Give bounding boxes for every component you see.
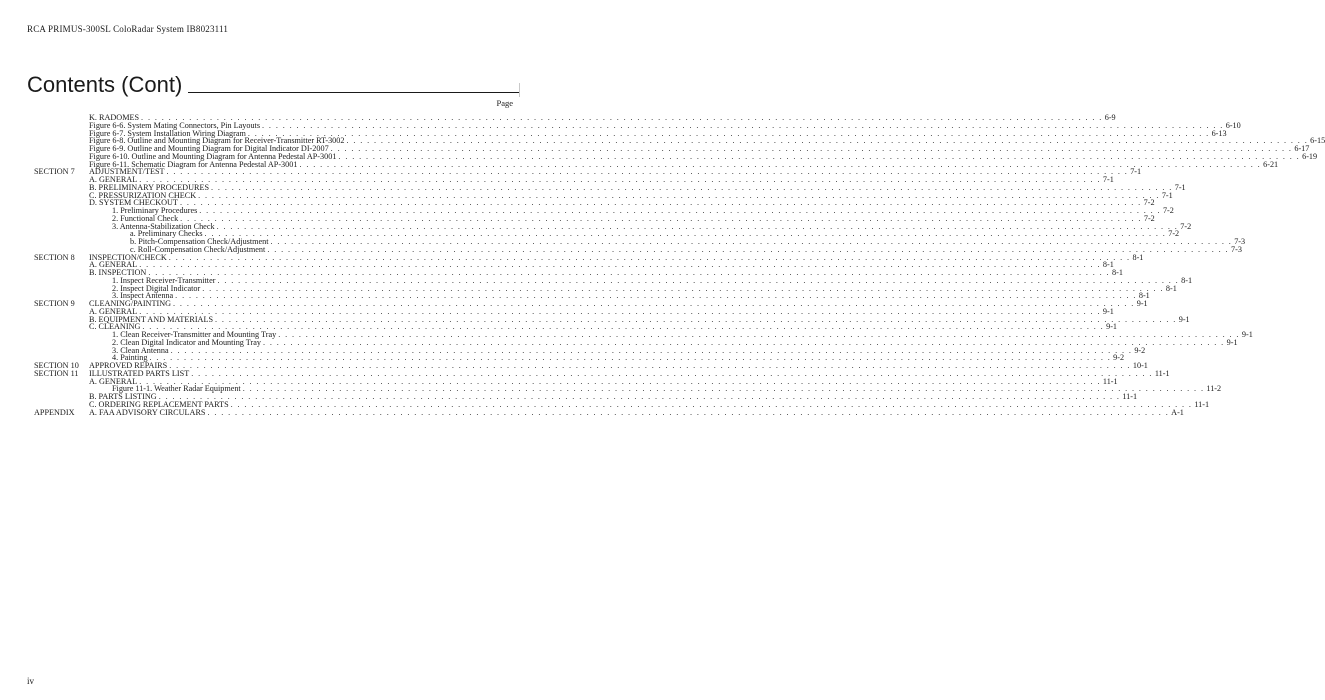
toc-page-number: 7-2 xyxy=(1143,198,1155,208)
toc-section-label: SECTION 11 xyxy=(34,368,79,378)
toc-page-number: 11-1 xyxy=(1154,368,1170,378)
toc-entry-label: B. EQUIPMENT AND MATERIALS xyxy=(89,314,214,324)
toc-page-number: 7-2 xyxy=(1168,229,1180,239)
toc-entry-label: 2. Functional Check xyxy=(112,213,179,223)
toc-entry-label: B. PRELIMINARY PROCEDURES xyxy=(89,182,210,192)
toc-page-number: 11-1 xyxy=(1102,376,1118,386)
toc-entry-label: A. GENERAL xyxy=(89,260,138,270)
toc-page-number: 7-2 xyxy=(1143,213,1155,223)
running-header: RCA PRIMUS-300SL ColoRadar System IB8023111 xyxy=(27,24,229,34)
toc-entry-label: Figure 6-7. System Installation Wiring Diagram xyxy=(89,128,246,138)
toc-leader-dots: . . . . . . . . . . . . . . . . . . . . . . . . . . . . . . . . . . . . . . . . . . . . . . . . . . . . . . . . . . . . . . . . . . . . . . . . . . . . . . . . . . . . . . . . . . . . . . . . . . . . . . . . . . . . . . . . . . . . . . . . . . . . . . . . . . . . . . . . . . . . xyxy=(141,113,1103,122)
toc-page-number: 7-1 xyxy=(1102,175,1114,184)
toc-entry-label: B. PARTS LISTING xyxy=(89,392,157,401)
toc-section-label: APPENDIX xyxy=(34,407,75,417)
toc-entry-label: 3. Antenna-Stabilization Check xyxy=(112,221,215,231)
toc-page-number: 6-17 xyxy=(1294,144,1310,153)
toc-entry-label: CLEANING/PAINTING xyxy=(89,299,172,308)
toc-page-number: 7-2 xyxy=(1180,221,1192,231)
toc-page-number: 8-1 xyxy=(1132,252,1144,262)
toc-entry-label: D. SYSTEM CHECKOUT xyxy=(89,198,178,208)
toc-entry-label: 2. Clean Digital Indicator and Mounting Tray xyxy=(112,337,261,347)
toc-page-number: 9-1 xyxy=(1102,306,1114,316)
toc-leader-dots: . . . . . . . . . . . . . . . . . . . . . . . . . . . . . . . . . . . . . . . . . . . . . . . . . . . . . . . . . . . . . . . . . . . . . . . . . . . . . . . . . . . . . . . . . . . . . . . . . . . . . . . . . . . . . . . . . . . . . . . . . . . . . . . . . . . . . . . . . . . . xyxy=(170,345,1133,355)
toc-leader-dots: . . . . . . . . . . . . . . . . . . . . . . . . . . . . . . . . . . . . . . . . . . . . . . . . . . . . . . . . . . . . . . . . . . . . . . . . . . . . . . . . . . . . . . . . . . . . . . . . . . . . . . . . . . . . . . . . . . . . . . . . . . . . . . . . . . . . . . . . . . . . xyxy=(191,368,1153,378)
toc-page-number: 6-19 xyxy=(1302,151,1318,161)
toc-leader-dots: . . . . . . . . . . . . . . . . . . . . . . . . . . . . . . . . . . . . . . . . . . . . . . . . . . . . . . . . . . . . . . . . . . . . . . . . . . . . . . . . . . . . . . . . . . . . . . . . . . . . . . . . . . . . . . . . . . . . . . . . . . . . . . . . . . . . . . . . . . . . xyxy=(242,384,1205,394)
toc-entry-label: Figure 6-9. Outline and Mounting Diagram for Digital Indicator DI-2007 xyxy=(89,144,329,153)
toc-leader-dots: . . . . . . . . . . . . . . . . . . . . . . . . . . . . . . . . . . . . . . . . . . . . . . . . . . . . . . . . . . . . . . . . . . . . . . . . . . . . . . . . . . . . . . . . . . . . . . . . . . . . . . . . . . . . . . . . . . . . . . . . . . . . . . . . . . . . . . . . . . . . xyxy=(139,306,1101,316)
toc-leader-dots: . . . . . . . . . . . . . . . . . . . . . . . . . . . . . . . . . . . . . . . . . . . . . . . . . . . . . . . . . . . . . . . . . . . . . . . . . . . . . . . . . . . . . . . . . . . . . . . . . . . . . . . . . . . . . . . . . . . . . . . . . . . . . . . . . . . . . . . . . . . . xyxy=(247,128,1210,138)
toc-page-number: 6-21 xyxy=(1263,159,1279,169)
toc-page-number: 9-1 xyxy=(1241,330,1253,339)
toc-page-number: 8-1 xyxy=(1165,283,1177,293)
toc-leader-dots: . . . . . . . . . . . . . . . . . . . . . . . . . . . . . . . . . . . . . . . . . . . . . . . . . . . . . . . . . . . . . . . . . . . . . . . . . . . . . . . . . . . . . . . . . . . . . . . . . . . . . . . . . . . . . . . . . . . . . . . . . . . . . . . . . . . . . . . . . . . . xyxy=(217,275,1180,285)
toc-page-number: 8-1 xyxy=(1138,291,1150,301)
toc-section-label: SECTION 7 xyxy=(34,167,75,177)
toc-page-number: 11-1 xyxy=(1122,392,1138,401)
toc-leader-dots: . . . . . . . . . . . . . . . . . . . . . . . . . . . . . . . . . . . . . . . . . . . . . . . . . . . . . . . . . . . . . . . . . . . . . . . . . . . . . . . . . . . . . . . . . . . . . . . . . . . . . . . . . . . . . . . . . . . . . . . . . . . . . . . . . . . . . . . . . . . . xyxy=(338,151,1301,161)
page-title: Contents (Cont) xyxy=(27,72,183,97)
title-row xyxy=(27,70,519,96)
toc-entry-label: INSPECTION/CHECK xyxy=(89,252,167,262)
toc-page-number: 9-1 xyxy=(1226,337,1238,347)
title-rule xyxy=(188,92,519,93)
toc-entry-label: K. RADOMES xyxy=(89,113,140,122)
toc-page-number: 9-1 xyxy=(1136,299,1148,308)
toc-entry-label: ADJUSTMENT/TEST xyxy=(89,167,165,177)
toc-leader-dots: . . . . . . . . . . . . . . . . . . . . . . . . . . . . . . . . . . . . . . . . . . . . . . . . . . . . . . . . . . . . . . . . . . . . . . . . . . . . . . . . . . . . . . . . . . . . . . . . . . . . . . . . . . . . . . . . . . . . . . . . . . . . . . . . . . . . . . . . . . . . xyxy=(299,159,1262,169)
toc-leader-dots: . . . . . . . . . . . . . . . . . . . . . . . . . . . . . . . . . . . . . . . . . . . . . . . . . . . . . . . . . . . . . . . . . . . . . . . . . . . . . . . . . . . . . . . . . . . . . . . . . . . . . . . . . . . . . . . . . . . . . . . . . . . . . . . . . . . . . . . . . . . . xyxy=(278,330,1240,339)
toc-leader-dots: . . . . . . . . . . . . . . . . . . . . . . . . . . . . . . . . . . . . . . . . . . . . . . . . . . . . . . . . . . . . . . . . . . . . . . . . . . . . . . . . . . . . . . . . . . . . . . . . . . . . . . . . . . . . . . . . . . . . . . . . . . . . . . . . . . . . . . . . . . . . xyxy=(168,252,1131,262)
toc-leader-dots: . . . . . . . . . . . . . . . . . . . . . . . . . . . . . . . . . . . . . . . . . . . . . . . . . . . . . . . . . . . . . . . . . . . . . . . . . . . . . . . . . . . . . . . . . . . . . . . . . . . . . . . . . . . . . . . . . . . . . . . . . . . . . . . . . . . . . . . . . . . . xyxy=(202,283,1164,293)
toc-leader-dots: . . . . . . . . . . . . . . . . . . . . . . . . . . . . . . . . . . . . . . . . . . . . . . . . . . . . . . . . . . . . . . . . . . . . . . . . . . . . . . . . . . . . . . . . . . . . . . . . . . . . . . . . . . . . . . . . . . . . . . . . . . . . . . . . . . . . . . . . . . . . xyxy=(204,229,1167,239)
toc-leader-dots: . . . . . . . . . . . . . . . . . . . . . . . . . . . . . . . . . . . . . . . . . . . . . . . . . . . . . . . . . . . . . . . . . . . . . . . . . . . . . . . . . . . . . . . . . . . . . . . . . . . . . . . . . . . . . . . . . . . . . . . . . . . . . . . . . . . . . . . . . . . . xyxy=(148,268,1111,277)
toc-page-number: 9-2 xyxy=(1134,345,1146,355)
toc-entry-label: Figure 6-10. Outline and Mounting Diagram for Antenna Pedestal AP-3001 xyxy=(89,151,337,161)
toc-leader-dots: . . . . . . . . . . . . . . . . . . . . . . . . . . . . . . . . . . . . . . . . . . . . . . . . . . . . . . . . . . . . . . . . . . . . . . . . . . . . . . . . . . . . . . . . . . . . . . . . . . . . . . . . . . . . . . . . . . . . . . . . . . . . . . . . . . . . . . . . . . . . xyxy=(216,221,1179,231)
toc-leader-dots: . . . . . . . . . . . . . . . . . . . . . . . . . . . . . . . . . . . . . . . . . . . . . . . . . . . . . . . . . . . . . . . . . . . . . . . . . . . . . . . . . . . . . . . . . . . . . . . . . . . . . . . . . . . . . . . . . . . . . . . . . . . . . . . . . . . . . . . . . . . . xyxy=(330,144,1293,153)
toc-entry-label: A. FAA ADVISORY CIRCULARS xyxy=(89,407,206,417)
toc-section-label: SECTION 9 xyxy=(34,299,75,308)
toc-page-number: 6-10 xyxy=(1225,120,1241,130)
toc-section-label: SECTION 10 xyxy=(34,361,79,370)
toc-leader-dots: . . . . . . . . . . . . . . . . . . . . . . . . . . . . . . . . . . . . . . . . . . . . . . . . . . . . . . . . . . . . . . . . . . . . . . . . . . . . . . . . . . . . . . . . . . . . . . . . . . . . . . . . . . . . . . . . . . . . . . . . . . . . . . . . . . . . . . . . . . . . xyxy=(211,182,1173,192)
toc-leader-dots: . . . . . . . . . . . . . . . . . . . . . . . . . . . . . . . . . . . . . . . . . . . . . . . . . . . . . . . . . . . . . . . . . . . . . . . . . . . . . . . . . . . . . . . . . . . . . . . . . . . . . . . . . . . . . . . . . . . . . . . . . . . . . . . . . . . . . . . . . . . . xyxy=(215,314,1177,324)
toc-page-number: 6-13 xyxy=(1211,128,1227,138)
toc-leader-dots: . . . . . . . . . . . . . . . . . . . . . . . . . . . . . . . . . . . . . . . . . . . . . . . . . . . . . . . . . . . . . . . . . . . . . . . . . . . . . . . . . . . . . . . . . . . . . . . . . . . . . . . . . . . . . . . . . . . . . . . . . . . . . . . . . . . . . . . . . . . . xyxy=(158,392,1121,401)
toc-entry-label: Figure 11-1. Weather Radar Equipment xyxy=(112,384,241,394)
toc-page-number: 6-9 xyxy=(1104,113,1116,122)
toc-leader-dots: . . . . . . . . . . . . . . . . . . . . . . . . . . . . . . . . . . . . . . . . . . . . . . . . . . . . . . . . . . . . . . . . . . . . . . . . . . . . . . . . . . . . . . . . . . . . . . . . . . . . . . . . . . . . . . . . . . . . . . . . . . . . . . . . . . . . . . . . . . . . xyxy=(139,175,1101,184)
toc-leader-dots: . . . . . . . . . . . . . . . . . . . . . . . . . . . . . . . . . . . . . . . . . . . . . . . . . . . . . . . . . . . . . . . . . . . . . . . . . . . . . . . . . . . . . . . . . . . . . . . . . . . . . . . . . . . . . . . . . . . . . . . . . . . . . . . . . . . . . . . . . . . . xyxy=(262,337,1225,347)
footer-page-number: iv xyxy=(27,676,35,686)
toc-entry-label: 2. Inspect Digital Indicator xyxy=(112,283,201,293)
toc-entry-label: Figure 6-8. Outline and Mounting Diagram for Receiver-Transmitter RT-3002 xyxy=(89,136,345,146)
toc-entry-label: 3. Clean Antenna xyxy=(112,345,169,355)
toc-leader-dots: . . . . . . . . . . . . . . . . . . . . . . . . . . . . . . . . . . . . . . . . . . . . . . . . . . . . . . . . . . . . . . . . . . . . . . . . . . . . . . . . . . . . . . . . . . . . . . . . . . . . . . . . . . . . . . . . . . . . . . . . . . . . . . . . . . . . . . . . . . . . xyxy=(198,190,1160,200)
toc-page-number: 7-2 xyxy=(1162,206,1174,215)
toc-leader-dots: . . . . . . . . . . . . . . . . . . . . . . . . . . . . . . . . . . . . . . . . . . . . . . . . . . . . . . . . . . . . . . . . . . . . . . . . . . . . . . . . . . . . . . . . . . . . . . . . . . . . . . . . . . . . . . . . . . . . . . . . . . . . . . . . . . . . . . . . . . . . xyxy=(207,407,1170,417)
toc-page-number: 7-1 xyxy=(1174,182,1186,192)
toc-leader-dots: . . . . . . . . . . . . . . . . . . . . . . . . . . . . . . . . . . . . . . . . . . . . . . . . . . . . . . . . . . . . . . . . . . . . . . . . . . . . . . . . . . . . . . . . . . . . . . . . . . . . . . . . . . . . . . . . . . . . . . . . . . . . . . . . . . . . . . . . . . . . xyxy=(169,361,1131,370)
toc-section-label: SECTION 8 xyxy=(34,252,75,262)
toc-page-number: 8-1 xyxy=(1181,275,1193,285)
toc-entry-label: 1. Preliminary Procedures xyxy=(112,206,198,215)
toc-entry-label: A. GENERAL xyxy=(89,306,138,316)
toc-entry-label: c. Roll-Compensation Check/Adjustment xyxy=(130,244,266,254)
toc-leader-dots: . . . . . . . . . . . . . . . . . . . . . . . . . . . . . . . . . . . . . . . . . . . . . . . . . . . . . . . . . . . . . . . . . . . . . . . . . . . . . . . . . . . . . . . . . . . . . . . . . . . . . . . . . . . . . . . . . . . . . . . . . . . . . . . . . . . . . . . . . . . . xyxy=(262,120,1224,130)
toc-entry-label: 1. Clean Receiver-Transmitter and Mounting Tray xyxy=(112,330,277,339)
toc-leader-dots: . . . . . . . . . . . . . . . . . . . . . . . . . . . . . . . . . . . . . . . . . . . . . . . . . . . . . . . . . . . . . . . . . . . . . . . . . . . . . . . . . . . . . . . . . . . . . . . . . . . . . . . . . . . . . . . . . . . . . . . . . . . . . . . . . . . . . . . . . . . . xyxy=(346,136,1309,146)
toc-page-number: 6-15 xyxy=(1310,136,1325,146)
toc-page-number: 7-3 xyxy=(1234,237,1246,246)
toc-page-number: 7-3 xyxy=(1231,244,1242,254)
toc-page-number: 7-1 xyxy=(1130,167,1142,177)
toc-entry-label: A. GENERAL xyxy=(89,175,138,184)
toc-entry-label: 4. Painting xyxy=(112,353,148,363)
toc-entry-label: Figure 6-6. System Mating Connectors, Pin Layouts xyxy=(89,120,261,130)
toc-page-number: 9-1 xyxy=(1178,314,1190,324)
toc-page-number: 9-1 xyxy=(1106,322,1118,332)
page-column-label: Page xyxy=(496,98,513,108)
toc-leader-dots: . . . . . . . . . . . . . . . . . . . . . . . . . . . . . . . . . . . . . . . . . . . . . . . . . . . . . . . . . . . . . . . . . . . . . . . . . . . . . . . . . . . . . . . . . . . . . . . . . . . . . . . . . . . . . . . . . . . . . . . . . . . . . . . . . . . . . . . . . . . . xyxy=(149,353,1112,363)
toc-page-number: 10-1 xyxy=(1132,361,1148,370)
toc-page-number: A-1 xyxy=(1171,407,1184,417)
toc-entry-label: C. ORDERING REPLACEMENT PARTS xyxy=(89,399,229,409)
toc-entry-label: C. CLEANING xyxy=(89,322,141,332)
toc-page-number: 8-1 xyxy=(1102,260,1114,270)
table-of-contents xyxy=(34,113,1325,417)
toc-entry-label: ILLUSTRATED PARTS LIST xyxy=(89,368,190,378)
toc-entry-label: B. INSPECTION xyxy=(89,268,147,277)
toc-page-number: 11-1 xyxy=(1194,399,1210,409)
toc-leader-dots: . . . . . . . . . . . . . . . . . . . . . . . . . . . . . . . . . . . . . . . . . . . . . . . . . . . . . . . . . . . . . . . . . . . . . . . . . . . . . . . . . . . . . . . . . . . . . . . . . . . . . . . . . . . . . . . . . . . . . . . . . . . . . . . . . . . . . . . . . . . . xyxy=(142,322,1105,332)
toc-leader-dots: . . . . . . . . . . . . . . . . . . . . . . . . . . . . . . . . . . . . . . . . . . . . . . . . . . . . . . . . . . . . . . . . . . . . . . . . . . . . . . . . . . . . . . . . . . . . . . . . . . . . . . . . . . . . . . . . . . . . . . . . . . . . . . . . . . . . . . . . . . . . xyxy=(179,198,1142,208)
toc-entry-label: a. Preliminary Checks xyxy=(130,229,203,239)
toc-entry-label: APPROVED REPAIRS xyxy=(89,361,168,370)
toc-row xyxy=(34,407,1184,417)
toc-leader-dots: . . . . . . . . . . . . . . . . . . . . . . . . . . . . . . . . . . . . . . . . . . . . . . . . . . . . . . . . . . . . . . . . . . . . . . . . . . . . . . . . . . . . . . . . . . . . . . . . . . . . . . . . . . . . . . . . . . . . . . . . . . . . . . . . . . . . . . . . . . . . xyxy=(267,244,1229,254)
toc-leader-dots: . . . . . . . . . . . . . . . . . . . . . . . . . . . . . . . . . . . . . . . . . . . . . . . . . . . . . . . . . . . . . . . . . . . . . . . . . . . . . . . . . . . . . . . . . . . . . . . . . . . . . . . . . . . . . . . . . . . . . . . . . . . . . . . . . . . . . . . . . . . . xyxy=(180,213,1142,223)
toc-entry-label: A. GENERAL xyxy=(89,376,138,386)
toc-entry-label: b. Pitch-Compensation Check/Adjustment xyxy=(130,237,269,246)
toc-page-number: 9-2 xyxy=(1113,353,1125,363)
toc-entry-label: 3. Inspect Antenna xyxy=(112,291,174,301)
toc-page-number: 11-2 xyxy=(1206,384,1222,394)
toc-leader-dots: . . . . . . . . . . . . . . . . . . . . . . . . . . . . . . . . . . . . . . . . . . . . . . . . . . . . . . . . . . . . . . . . . . . . . . . . . . . . . . . . . . . . . . . . . . . . . . . . . . . . . . . . . . . . . . . . . . . . . . . . . . . . . . . . . . . . . . . . . . . . xyxy=(139,376,1101,386)
toc-leader-dots: . . . . . . . . . . . . . . . . . . . . . . . . . . . . . . . . . . . . . . . . . . . . . . . . . . . . . . . . . . . . . . . . . . . . . . . . . . . . . . . . . . . . . . . . . . . . . . . . . . . . . . . . . . . . . . . . . . . . . . . . . . . . . . . . . . . . . . . . . . . . xyxy=(230,399,1193,409)
toc-entry-label: Figure 6-11. Schematic Diagram for Antenna Pedestal AP-3001 xyxy=(89,159,298,169)
toc-leader-dots: . . . . . . . . . . . . . . . . . . . . . . . . . . . . . . . . . . . . . . . . . . . . . . . . . . . . . . . . . . . . . . . . . . . . . . . . . . . . . . . . . . . . . . . . . . . . . . . . . . . . . . . . . . . . . . . . . . . . . . . . . . . . . . . . . . . . . . . . . . . . xyxy=(199,206,1161,215)
toc-page-number: 7-1 xyxy=(1161,190,1173,200)
toc-page-number: 8-1 xyxy=(1112,268,1123,277)
toc-entry[interactable] xyxy=(89,407,1184,417)
toc-leader-dots: . . . . . . . . . . . . . . . . . . . . . . . . . . . . . . . . . . . . . . . . . . . . . . . . . . . . . . . . . . . . . . . . . . . . . . . . . . . . . . . . . . . . . . . . . . . . . . . . . . . . . . . . . . . . . . . . . . . . . . . . . . . . . . . . . . . . . . . . . . . . xyxy=(173,299,1135,308)
toc-entry-label: C. PRESSURIZATION CHECK xyxy=(89,190,197,200)
margin-mark xyxy=(519,83,520,97)
toc-entry-label: 1. Inspect Receiver-Transmitter xyxy=(112,275,216,285)
toc-leader-dots: . . . . . . . . . . . . . . . . . . . . . . . . . . . . . . . . . . . . . . . . . . . . . . . . . . . . . . . . . . . . . . . . . . . . . . . . . . . . . . . . . . . . . . . . . . . . . . . . . . . . . . . . . . . . . . . . . . . . . . . . . . . . . . . . . . . . . . . . . . . . xyxy=(175,291,1137,301)
toc-leader-dots: . . . . . . . . . . . . . . . . . . . . . . . . . . . . . . . . . . . . . . . . . . . . . . . . . . . . . . . . . . . . . . . . . . . . . . . . . . . . . . . . . . . . . . . . . . . . . . . . . . . . . . . . . . . . . . . . . . . . . . . . . . . . . . . . . . . . . . . . . . . . xyxy=(139,260,1101,270)
toc-leader-dots: . . . . . . . . . . . . . . . . . . . . . . . . . . . . . . . . . . . . . . . . . . . . . . . . . . . . . . . . . . . . . . . . . . . . . . . . . . . . . . . . . . . . . . . . . . . . . . . . . . . . . . . . . . . . . . . . . . . . . . . . . . . . . . . . . . . . . . . . . . . . xyxy=(270,237,1233,246)
toc-leader-dots: . . . . . . . . . . . . . . . . . . . . . . . . . . . . . . . . . . . . . . . . . . . . . . . . . . . . . . . . . . . . . . . . . . . . . . . . . . . . . . . . . . . . . . . . . . . . . . . . . . . . . . . . . . . . . . . . . . . . . . . . . . . . . . . . . . . . . . . . . . . . xyxy=(166,167,1129,177)
